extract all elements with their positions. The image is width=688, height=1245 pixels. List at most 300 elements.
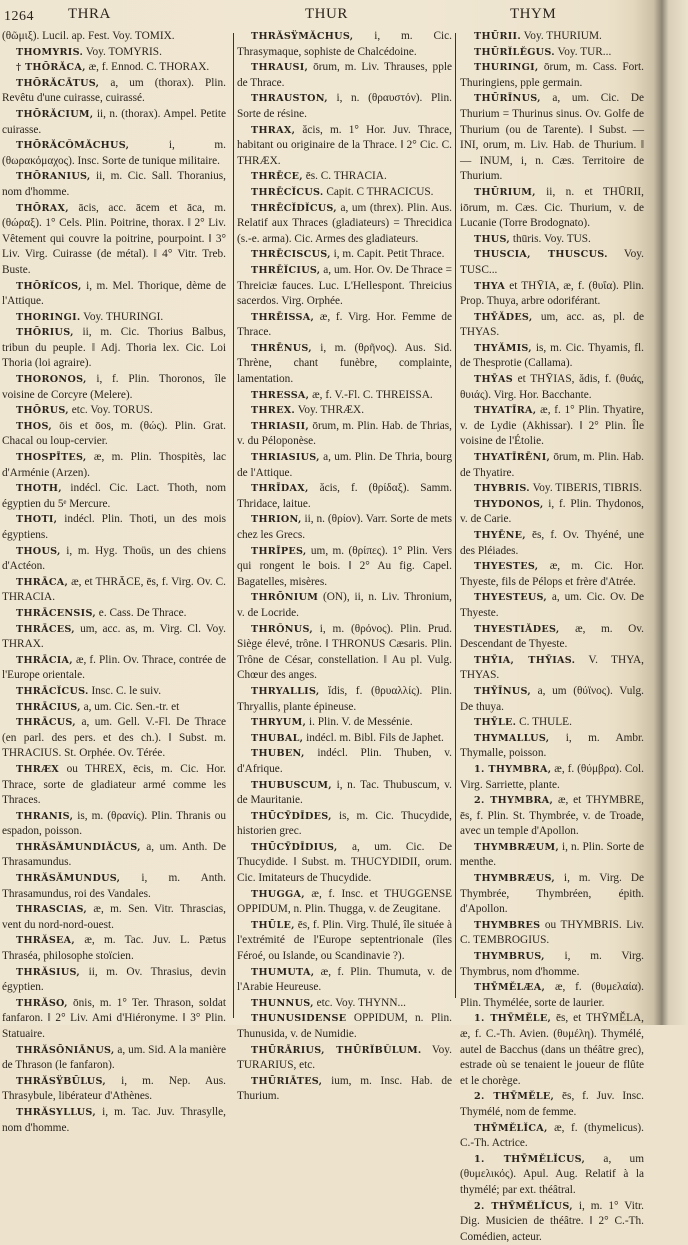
dictionary-entry <box>237 840 452 887</box>
dictionary-entry <box>237 809 452 840</box>
entry-definition: i, m. Cic. Thrasymaque, sophiste de Chalcédoine. <box>237 30 452 58</box>
entry-headword: THŌRĂCĀTUS, <box>16 77 100 89</box>
entry-headword: 2. THYMBRA, <box>474 795 554 807</box>
entry-definition: Voy. TUR... <box>554 45 612 58</box>
entry-definition: i, m. Capit. Petit Thrace. <box>330 248 445 261</box>
dictionary-entry <box>460 731 644 762</box>
entry-definition: i, m. Virg. De Thymbrée, Thymbréen, épith. d'Apollon. <box>460 872 644 916</box>
entry-headword: THRION, <box>251 514 302 526</box>
dictionary-entry <box>237 918 452 965</box>
dictionary-entry <box>237 887 452 918</box>
entry-headword: THRĂSIUS, <box>16 966 81 978</box>
entry-definition: Voy. TURARIUS, etc. <box>237 1043 452 1072</box>
dictionary-entry <box>2 138 226 169</box>
entry-definition: æ, f. Virg. Hor. Femme de Thrace. <box>237 310 452 339</box>
entry-headword: THRAUSI, <box>251 62 309 74</box>
entry-headword: THŪRIĀTES, <box>251 1075 323 1087</box>
entry-definition: ōnis, m. 1° Ter. Thrason, soldat fanfaron. ‖ 2° Liv. Ami d'Hiéronyme. ‖ 3° Plin. Statuaire. <box>2 996 226 1040</box>
column-divider <box>233 33 234 1018</box>
entry-definition: i, f. Plin. Thydonos, v. de Carie. <box>460 497 644 526</box>
dictionary-entry <box>237 965 452 996</box>
entry-headword: THRĂSŸBŪLUS, <box>16 1075 106 1087</box>
entry-definition: indécl. m. Bibl. Fils de Japhet. <box>303 731 444 744</box>
guide-word-left: THRA <box>68 6 111 22</box>
dictionary-entry <box>237 169 452 185</box>
entry-definition: ii, m. Cic. Sall. Thoranius, nom d'homme. <box>2 170 226 198</box>
entry-headword: THURINGI, <box>474 62 539 74</box>
entry-definition: a, um (thorax). Plin. Revêtu d'une cuirasse, cuirassé. <box>2 76 226 105</box>
entry-headword: THRAX, <box>251 124 296 136</box>
entry-headword: THŪRIUM, <box>474 186 536 198</box>
dictionary-entry <box>2 107 226 138</box>
entry-definition: æ, m. Sen. Vitr. Thrascias, vent du nord-nord-ouest. <box>2 903 226 931</box>
dictionary-entry <box>237 1074 452 1105</box>
entry-headword: THRĂSĂMUNDIĂCUS, <box>16 841 141 853</box>
entry-definition: æ, m. Plin. Thospitès, lac d'Arménie (Arzen). <box>2 451 226 479</box>
entry-headword: THRĒNUS, <box>251 342 312 354</box>
dictionary-entry <box>237 715 452 731</box>
dictionary-entry <box>237 1011 452 1042</box>
entry-definition: a, um. Cic. De Thurium = Thurinus sinus. Ov. Golfe de Thurium (ou de Tarente). ‖ Subst. — INI, orum, m. Liv. Hab. de Thurium. ‖ — INUM, i, n. Cæs. Territoire de Thurium. <box>460 92 644 183</box>
entry-definition: ōis et ōos, m. (θώς). Plin. Grat. Chacal ou loup-cervier. <box>2 419 226 448</box>
entry-definition: Insc. C. le suiv. <box>88 684 162 697</box>
entry-headword: THRĒISSA, <box>251 311 315 323</box>
entry-headword: THRĀCIA, <box>16 654 73 666</box>
dictionary-entry <box>2 76 226 107</box>
entry-headword: THYĂMIS, <box>474 342 532 354</box>
entry-headword: THOSPĪTES, <box>16 452 87 464</box>
entry-headword: THRÆX <box>16 763 60 775</box>
entry-headword: THRĂSŌNIĀNUS, <box>16 1044 115 1056</box>
dictionary-entry <box>2 902 226 933</box>
dictionary-entry <box>2 653 226 684</box>
dictionary-entry <box>460 450 644 481</box>
entry-definition: et THȲIAS, ădis, f. (θυάς, θυιάς). Virg. Hor. Bacchante. <box>460 373 644 401</box>
entry-headword: THȲMĔLÆA, <box>474 982 546 994</box>
entry-headword: THŌRIUS, <box>16 327 74 339</box>
entry-headword: THUNUSIDENSE <box>251 1013 347 1025</box>
column-divider <box>455 33 456 998</box>
entry-headword: THRĂSO, <box>16 997 68 1009</box>
dictionary-entry <box>460 1011 644 1089</box>
entry-headword: THRĒĬCIUS, <box>251 264 321 276</box>
entry-definition: i, m. Anth. Thrasamundus, roi des Vandales. <box>2 872 226 900</box>
entry-headword: THORONOS, <box>16 374 87 386</box>
entry-headword: THOUS, <box>16 545 61 557</box>
entry-headword: THRAUSTON, <box>251 93 328 105</box>
dictionary-entry <box>460 762 644 793</box>
dictionary-entry <box>2 419 226 450</box>
dictionary-entry <box>2 606 226 622</box>
entry-headword: THȲĂDES, <box>474 311 533 323</box>
entry-definition: is, m. Cic. Thyamis, fl. de Thesprotie (Callama). <box>460 341 644 370</box>
dictionary-entry <box>2 762 226 809</box>
entry-definition: æ, f. Insc. et THUGGENSE OPPIDUM, n. Plin. Thugga, v. de Zeugitane. <box>237 887 452 916</box>
dictionary-entry <box>460 29 644 45</box>
dictionary-entry <box>460 949 644 980</box>
dictionary-entry <box>460 793 644 840</box>
dictionary-entry <box>460 232 644 248</box>
dictionary-entry <box>2 29 226 45</box>
dictionary-entry <box>460 497 644 528</box>
column-middle <box>237 29 452 1105</box>
entry-definition: um, m. (θρίπες). 1° Plin. Vers qui rongent le bois. ‖ 2° Au fig. Capel. Bagatelles, misères. <box>237 544 452 588</box>
dictionary-entry <box>237 746 452 777</box>
entry-headword: 1. THYMBRA, <box>474 763 552 775</box>
dictionary-entry <box>460 840 644 871</box>
entry-definition: ii, m. Ov. Thrasius, devin égyptien. <box>2 965 226 994</box>
dictionary-entry <box>2 1043 226 1074</box>
dictionary-entry <box>460 980 644 1011</box>
dictionary-entry <box>237 185 452 201</box>
entry-definition: a, um (threx). Plin. Aus. Relatif aux Thraces (gladiateurs) = Threcidica (s.-e. arma). Cic. Armes des gladiateurs. <box>237 201 452 245</box>
dictionary-entry <box>2 575 226 606</box>
entry-headword: THUNNUS, <box>251 997 314 1009</box>
entry-headword: THYESTES, <box>474 561 539 573</box>
dictionary-entry <box>460 247 644 278</box>
dictionary-entry <box>2 279 226 310</box>
entry-definition: ōrum, m. Liv. Thrauses, pple de Thrace. <box>237 61 452 89</box>
entry-definition: a, um (θύϊνος). Vulg. De thuya. <box>460 684 644 713</box>
entry-headword: THRANIS, <box>16 810 74 822</box>
entry-definition: thūris. Voy. TUS. <box>510 232 591 245</box>
entry-definition: indécl. Plin. Thoti, un des mois égyptiens. <box>2 513 226 541</box>
guide-word-middle: THUR <box>305 6 348 22</box>
entry-definition: is, m. (θρανίς). Plin. Thranis ou espadon, poisson. <box>2 809 226 838</box>
dictionary-entry <box>2 372 226 403</box>
entry-headword: THRĪDAX, <box>251 483 309 495</box>
dictionary-entry <box>237 123 452 170</box>
entry-definition: ou THREX, ēcis, m. Cic. Hor. Thrace, sorte de gladiateur armé comme les Thraces. <box>2 762 226 807</box>
entry-headword: THRESSA, <box>251 389 310 401</box>
dictionary-entry <box>460 622 644 653</box>
entry-definition: æ, f. Plin. Ov. Thrace, contrée de l'Europe orientale. <box>2 653 226 682</box>
entry-headword: THOMYRIS. <box>16 46 84 58</box>
entry-headword: † THŌRĂCA, <box>16 62 86 74</box>
entry-headword: THRĪPES, <box>251 545 307 557</box>
entry-definition: (ON), ii, n. Liv. Thronium, v. de Locride. <box>237 591 452 619</box>
entry-headword: THŌRANIUS, <box>16 171 91 183</box>
dictionary-entry <box>237 91 452 122</box>
entry-headword: THŪCȲDĪDES, <box>251 810 332 822</box>
entry-headword: THRĒCĬCUS. <box>251 186 324 198</box>
entry-headword: THUGGA, <box>251 888 305 900</box>
entry-headword: THYATĪRĒNI, <box>474 452 551 464</box>
dictionary-entry <box>460 528 644 559</box>
dictionary-entry <box>460 372 644 403</box>
entry-definition: i, n. (θραυστόν). Plin. Sorte de résine. <box>237 92 452 120</box>
entry-headword: THŌRAX, <box>16 202 69 214</box>
dictionary-entry <box>2 700 226 716</box>
entry-headword: THOTH, <box>16 483 62 495</box>
entry-headword: THYBRIS. <box>474 483 530 495</box>
entry-definition: a, um. Cic. Ov. De Thyeste. <box>460 591 644 619</box>
entry-headword: THRĀCĬCUS. <box>16 685 89 697</box>
entry-headword: THŪRII. <box>474 31 521 42</box>
dictionary-entry <box>2 450 226 481</box>
entry-headword: THUBUSCUM, <box>251 779 332 791</box>
entry-headword: THREX. <box>251 405 296 417</box>
entry-headword: THYATĪRA, <box>474 405 537 417</box>
entry-definition: ēs. C. THRACIA. <box>302 170 387 183</box>
dictionary-entry <box>237 201 452 248</box>
entry-headword: THȲIA, THȲIAS. <box>474 654 576 666</box>
entry-definition: i, m. Ambr. Thymalle, poisson. <box>460 731 644 760</box>
entry-definition: OPPIDUM, n. Plin. Thunusida, v. de Numidie. <box>237 1012 452 1040</box>
dictionary-entry <box>460 481 644 497</box>
dictionary-entry <box>237 731 452 747</box>
entry-headword: THOS, <box>16 420 52 432</box>
column-left <box>2 29 226 1136</box>
entry-headword: THŌRĬCOS, <box>16 280 82 292</box>
dictionary-entry <box>460 91 644 185</box>
entry-headword: THȲAS <box>474 374 513 386</box>
dictionary-entry <box>237 622 452 684</box>
entry-definition: ēs, et THȲMĔLA, æ, f. C.-Th. Avien. (θυμέλη). Thymélé, autel de Bacchus (dans un théâtre grec), estrade où se tenaient le joueur de flûte et le chorège. <box>460 1012 644 1087</box>
dictionary-entry <box>460 310 644 341</box>
entry-headword: THUBEN, <box>251 748 305 760</box>
dictionary-entry <box>2 481 226 512</box>
entry-headword: THYMBRÆUS, <box>474 873 555 885</box>
dictionary-entry <box>237 403 452 419</box>
entry-headword: THRĒCISCUS, <box>251 249 331 261</box>
dictionary-entry <box>460 1089 644 1120</box>
entry-headword: THŪCȲDĪDIUS, <box>251 841 338 853</box>
entry-definition: ii, n. (thorax). Ampel. Petite cuirasse. <box>2 107 226 136</box>
entry-definition: ēs, f. Ov. Thyéné, une des Pléiades. <box>460 529 644 557</box>
entry-headword: THRĀCUS, <box>16 717 76 729</box>
entry-definition: ēs, f. Juv. Insc. Thymélé, nom de femme. <box>460 1090 644 1118</box>
dictionary-entry <box>237 450 452 481</box>
running-header <box>0 6 650 28</box>
dictionary-entry <box>460 918 644 949</box>
entry-definition: etc. Voy. TORUS. <box>68 404 153 417</box>
entry-definition: ācis, acc. ācem et āca, m. (θώραξ). 1° Cels. Plin. Poitrine, thorax. ‖ 2° Liv. Vêtement qui couvre la poitrine, pourpoint. ‖ 3° Liv. Virg. Cuirasse (de métal). ‖ 4° Vitr. Treb. Buste. <box>2 201 226 276</box>
dictionary-entry <box>2 60 226 76</box>
dictionary-entry <box>460 559 644 590</box>
dictionary-entry <box>2 684 226 700</box>
entry-headword: THRĂSŸMĂCHUS, <box>251 31 354 42</box>
entry-headword: THORINGI. <box>16 311 81 323</box>
entry-headword: THRYUM, <box>251 717 307 729</box>
page-number: 1264 <box>4 9 34 24</box>
entry-definition: æ, m. Cic. Hor. Thyeste, fils de Pélops et frère d'Atrée. <box>460 560 644 588</box>
column-right <box>460 29 644 1245</box>
entry-headword: THRĂSYLLUS, <box>16 1106 96 1118</box>
dictionary-entry <box>2 310 226 326</box>
entry-definition: a, um. Hor. Ov. De Thrace = Threiciæ fauces. Luc. L'Hellespont. Threicius sacerdos. Virg. Orphée. <box>237 263 452 308</box>
entry-definition: e. Cass. De Thrace. <box>95 606 187 619</box>
entry-definition: i, m. Hyg. Thoüs, un des chiens d'Actéon. <box>2 544 226 573</box>
entry-definition: ōrum, m. Cass. Fort. Thuringiens, pple germain. <box>460 61 644 89</box>
dictionary-entry <box>460 1199 644 1245</box>
entry-definition: ĭdis, f. (θρυαλλίς). Plin. Thryallis, plante épineuse. <box>237 684 452 713</box>
dictionary-entry <box>2 840 226 871</box>
entry-definition: a, um. Plin. De Thria, bourg de l'Attique. <box>237 451 452 479</box>
dictionary-entry <box>237 388 452 404</box>
entry-definition: a, um. Cic. Sen.-tr. et <box>80 700 180 713</box>
entry-definition: i, m. 1° Vitr. Dig. Musicien de théâtre. ‖ 2° C.-Th. Comédien, acteur. <box>460 1199 644 1243</box>
entry-headword: THOTI, <box>16 514 58 526</box>
entry-headword: THYMBRUS, <box>474 951 545 963</box>
entry-headword: THYMBRES <box>474 919 541 931</box>
entry-headword: THYĒNE, <box>474 530 526 541</box>
entry-definition: Voy. THURIUM. <box>520 30 602 42</box>
entry-definition: i, m. (θρόνος). Plin. Prud. Siège élevé, trône. ‖ THRONUS Cæsaris. Plin. Trône de César, constellation. ‖ Au pl. Vulg. Chœur des anges. <box>237 622 452 682</box>
dictionary-entry <box>460 715 644 731</box>
entry-headword: THUS, <box>474 233 510 245</box>
entry-headword: THRŎNUS, <box>251 623 313 635</box>
dictionary-entry <box>237 263 452 310</box>
entry-headword: THŌRĂCŎMĂCHUS, <box>16 140 130 152</box>
dictionary-entry <box>237 590 452 621</box>
entry-headword: THYA <box>474 280 506 292</box>
entry-headword: THRYALLIS, <box>251 685 320 697</box>
dictionary-entry <box>237 247 452 263</box>
entry-definition: Voy. THRÆX. <box>295 404 365 417</box>
dictionary-entry <box>2 871 226 902</box>
entry-definition: a, um. Anth. De Thrasamundus. <box>2 840 226 869</box>
dictionary-entry <box>2 996 226 1043</box>
entry-definition: i. Plin. V. de Messénie. <box>306 716 413 729</box>
entry-headword: THRĀCIUS, <box>16 701 81 713</box>
dictionary-entry <box>237 778 452 809</box>
dictionary-entry <box>2 1074 226 1105</box>
entry-headword: THUBAL, <box>251 732 304 744</box>
entry-headword: THRĒCE, <box>251 171 303 183</box>
dictionary-entry <box>237 996 452 1012</box>
entry-headword: THRĀCES, <box>16 623 75 635</box>
entry-definition: i, f. Plin. Thoronos, île voisine de Corcyre (Melere). <box>2 373 226 401</box>
guide-word-right: THYM <box>510 6 557 22</box>
entry-definition: æ, f. (θύμβρα). Col. Virg. Sarriette, plante. <box>460 762 644 791</box>
dictionary-entry <box>460 590 644 621</box>
entry-definition: æ, f. V.-Fl. C. THREISSA. <box>309 388 433 401</box>
entry-headword: THȲLE. <box>474 717 517 729</box>
entry-headword: THUMUTA, <box>251 966 315 978</box>
dictionary-entry <box>460 185 644 232</box>
entry-definition: ii, n. (θρίον). Varr. Sorte de mets chez les Grecs. <box>237 513 452 541</box>
dictionary-entry <box>460 653 644 684</box>
entry-definition: i, m. (θωρακόμαχος). Insc. Sorte de tunique militaire. <box>2 139 226 167</box>
entry-definition: et THȲIA, æ, f. (θυΐα). Plin. Prop. Thuya, arbre odoriférant. <box>460 279 644 308</box>
entry-definition: i, m. Mel. Thorique, dème de l'Attique. <box>2 279 226 308</box>
entry-definition: Capit. C THRACICUS. <box>323 185 434 198</box>
entry-headword: THŌRUS, <box>16 405 69 417</box>
entry-definition: a, um. Cic. De Thucydide. ‖ Subst. m. THUCYDIDII, orum. Cic. Imitateurs de Thucydide. <box>237 840 452 885</box>
dictionary-entry <box>460 1121 644 1152</box>
entry-definition: (θῶμιξ). Lucil. ap. Fest. Voy. TOMIX. <box>2 30 175 42</box>
entry-headword: 1. THȲMĔLĬCUS, <box>474 1153 586 1165</box>
entry-definition: indécl. Cic. Lact. Thoth, nom égyptien du 5ᵉ Mercure. <box>2 482 226 510</box>
entry-definition: ii, n. et THŪRII, iōrum, m. Cæs. Cic. Thurium, v. de Lucanie (Torre Brodognato). <box>460 185 644 230</box>
dictionary-entry <box>237 29 452 60</box>
entry-headword: THYMALLUS, <box>474 732 550 744</box>
entry-definition: ăcis, f. (θρίδαξ). Samm. Thridace, laitue. <box>237 482 452 510</box>
entry-headword: 1. THȲMĔLE, <box>474 1013 552 1025</box>
entry-headword: THRASCIAS, <box>16 904 88 916</box>
dictionary-entry <box>2 622 226 653</box>
dictionary-entry <box>237 310 452 341</box>
entry-definition: i, n. Tac. Thubuscum, v. de Mauritanie. <box>237 778 452 807</box>
entry-definition: æ, f. (thymelicus). C.-Th. Actrice. <box>460 1121 644 1150</box>
entry-headword: THYMBRÆUM, <box>474 841 560 853</box>
entry-headword: THRĂSĂMUNDUS, <box>16 873 121 885</box>
entry-headword: THŪRĬLĔGUS. <box>474 46 555 58</box>
dictionary-entry <box>2 715 226 762</box>
entry-definition: ou THYMBRIS. Liv. C. TEMBROGIUS. <box>460 918 644 947</box>
entry-definition: ium, m. Insc. Hab. de Thurium. <box>237 1074 452 1103</box>
entry-headword: THRĀCENSIS, <box>16 607 96 619</box>
entry-headword: THȲMĔLĬCA, <box>474 1122 548 1134</box>
entry-headword: THŌRĂCIUM, <box>16 108 94 120</box>
entry-definition: æ, et THRĀCE, ēs, f. Virg. Ov. C. THRACIA. <box>2 575 226 604</box>
entry-definition: a, um. Sid. A la manière de Thrason (le fanfaron). <box>2 1043 226 1072</box>
entry-definition: Voy. TOMYRIS. <box>83 45 162 58</box>
entry-headword: THRŌNIUM <box>251 592 319 604</box>
dictionary-entry <box>2 544 226 575</box>
dictionary-entry <box>460 45 644 61</box>
entry-headword: THYESTIĂDES, <box>474 623 560 635</box>
dictionary-entry <box>237 544 452 591</box>
entry-headword: THȲĪNUS, <box>474 685 532 697</box>
entry-definition: a, um. Gell. V.-Fl. De Thrace (en parl. des pers. et des ch.). ‖ Subst. m. THRACIUS. St. Orphée. Ov. Térée. <box>2 716 226 760</box>
entry-headword: THŪLE, <box>251 919 295 931</box>
dictionary-entry <box>460 60 644 91</box>
entry-headword: THRIASII, <box>251 420 310 432</box>
dictionary-entry <box>2 512 226 543</box>
entry-headword: THYESTEUS, <box>474 592 548 604</box>
entry-definition: ōrum, m. Plin. Hab. de Thrias, v. du Péloponèse. <box>237 419 452 448</box>
dictionary-entry <box>237 684 452 715</box>
dictionary-entry <box>237 60 452 91</box>
entry-definition: C. THULE. <box>516 716 572 729</box>
entry-definition: Voy. TUSC... <box>460 248 644 276</box>
dictionary-entry <box>460 279 644 310</box>
entry-definition: æ, m. Tac. Juv. L. Pætus Thraséa, philosophe stoïcien. <box>2 934 226 963</box>
entry-definition: i, m. Virg. Thymbrus, nom d'homme. <box>460 950 644 978</box>
entry-definition: i, m. Nep. Aus. Thrasybule, libérateur d'Athènes. <box>2 1074 226 1103</box>
entry-definition: æ, et THYMBRE, ēs, f. Plin. St. Thymbrée, v. de Troade, avec un temple d'Apollon. <box>460 794 644 838</box>
dictionary-entry <box>237 1043 452 1074</box>
entry-definition: um, acc. as, m. Virg. Cl. Voy. THRAX. <box>2 622 226 651</box>
entry-definition: æ, f. (θυμελαία). Plin. Thymélée, sorte de laurier. <box>460 981 644 1009</box>
dictionary-entry <box>2 169 226 200</box>
dictionary-entry <box>2 325 226 372</box>
entry-definition: ōrum, m. Plin. Hab. de Thyatire. <box>460 451 644 479</box>
entry-headword: THRĀCA, <box>16 576 69 588</box>
entry-definition: æ, f. Ennod. C. THORAX. <box>85 61 210 74</box>
entry-definition: Voy. TIBERIS, TIBRIS. <box>529 482 643 495</box>
dictionary-entry <box>237 341 452 388</box>
entry-definition: i, m. (θρῆνος). Aus. Sid. Thrène, chant funèbre, complainte, lamentation. <box>237 341 452 386</box>
entry-headword: THUSCIA, THUSCUS. <box>474 249 608 261</box>
entry-headword: THRĂSEA, <box>16 935 76 947</box>
dictionary-entry <box>237 512 452 543</box>
entry-definition: ēs, f. Plin. Virg. Thulé, île située à l'extrémité de l'Europe septentrionale (îles Féroé, ou Islande, ou Scandinavie ?). <box>237 918 452 963</box>
dictionary-entry <box>460 403 644 450</box>
dictionary-entry <box>2 933 226 964</box>
entry-headword: 2. THȲMĔLĬCUS, <box>474 1200 573 1212</box>
entry-definition: æ, m. Ov. Descendant de Thyeste. <box>460 622 644 651</box>
entry-headword: THRĒCĬDĬCUS, <box>251 202 337 214</box>
entry-definition: ăcis, m. 1° Hor. Juv. Thrace, habitant ou originaire de la Thrace. ‖ 2° Cic. C. THRÆX. <box>237 123 452 167</box>
entry-definition: um, acc. as, pl. de THYAS. <box>460 310 644 339</box>
dictionary-entry <box>2 45 226 61</box>
entry-headword: THŪRĀRIUS, THŪRĬBŬLUM. <box>251 1044 422 1056</box>
entry-definition: is, m. Cic. Thucydide, historien grec. <box>237 809 452 838</box>
entry-headword: THYDONOS, <box>474 498 544 510</box>
